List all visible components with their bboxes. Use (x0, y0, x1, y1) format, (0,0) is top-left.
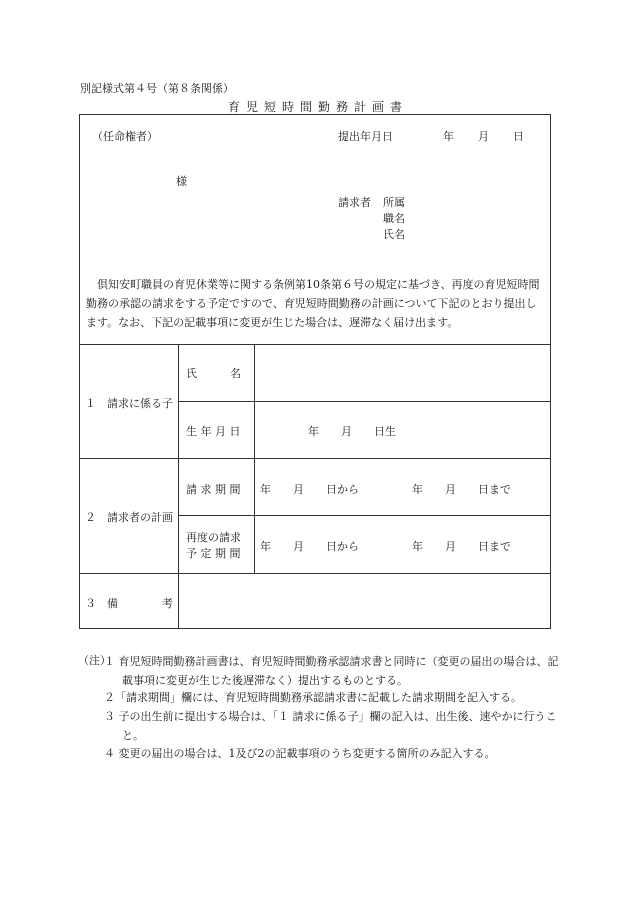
redo-period-from: 年 月 日から (260, 540, 359, 553)
section-3-label: ３ 備 考 (85, 597, 173, 610)
affiliation-label: 所属 (383, 196, 405, 209)
form-reference: 別記様式第４号（第８条関係） (80, 82, 234, 95)
row-divider (79, 344, 551, 345)
position-label: 職名 (383, 212, 405, 225)
column-divider (254, 344, 255, 573)
submit-day: 日 (513, 130, 524, 143)
addressee-honorific: 様 (176, 175, 187, 188)
row-divider (79, 458, 551, 459)
submit-year: 年 (443, 130, 454, 143)
child-birthdate-value: 年 月 日生 (308, 425, 396, 438)
section-2-label: ２ 請求者の計画 (85, 511, 173, 524)
child-name-label: 氏 名 (186, 367, 241, 380)
authority-label: （任命権者） (92, 130, 158, 143)
row-divider (79, 573, 551, 574)
request-period-from: 年 月 日から (260, 483, 359, 496)
row-divider (178, 401, 551, 402)
note-2: ２「請求期間」欄には、育児短時間勤務承認請求書に記載した請求期間を記入する。 (104, 691, 522, 704)
redo-period-label-line2: 予 定 期 間 (186, 547, 241, 560)
note-4: ４ 変更の届出の場合は、1及び2の記載事項のうち変更する箇所のみ記入する。 (104, 747, 496, 760)
notes-prefix: （注） (78, 654, 111, 667)
name-label: 氏名 (383, 228, 405, 241)
section-1-label: １ 請求に係る子 (85, 397, 173, 410)
request-period-to: 年 月 日まで (412, 483, 511, 496)
redo-period-label-line1: 再度の請求 (186, 531, 241, 544)
document-title: 育児短時間勤務計画書 (228, 100, 409, 114)
note-1: １ 育児短時間勤務計画書は、育児短時間勤務承認請求書と同時に（変更の届出の場合は、記載事項に変更が生じた後遅滞なく）提出するものとする。 (104, 655, 559, 687)
column-divider (178, 344, 179, 629)
child-birthdate-label: 生 年 月 日 (186, 425, 241, 438)
declaration-text: 倶知安町職員の育児休業等に関する条例第10条第６号の規定に基づき、再度の育児短時間勤務の承認の請求をする予定ですので、育児短時間勤務の計画について下記のとおり提出します。なお、下記の記載事項に変更が生じた場合は、遅滞なく届け出ます。 (86, 278, 540, 329)
request-period-label: 請 求 期 間 (186, 483, 241, 496)
requester-label: 請求者 (338, 196, 371, 209)
submit-month: 月 (478, 130, 489, 143)
note-3: ３ 子の出生前に提出する場合は、「１ 請求に係る子」欄の記入は、出生後、速やかに行うこと。 (104, 710, 557, 742)
submit-date-label: 提出年月日 (338, 130, 393, 143)
redo-period-to: 年 月 日まで (412, 540, 511, 553)
row-divider (178, 515, 551, 516)
